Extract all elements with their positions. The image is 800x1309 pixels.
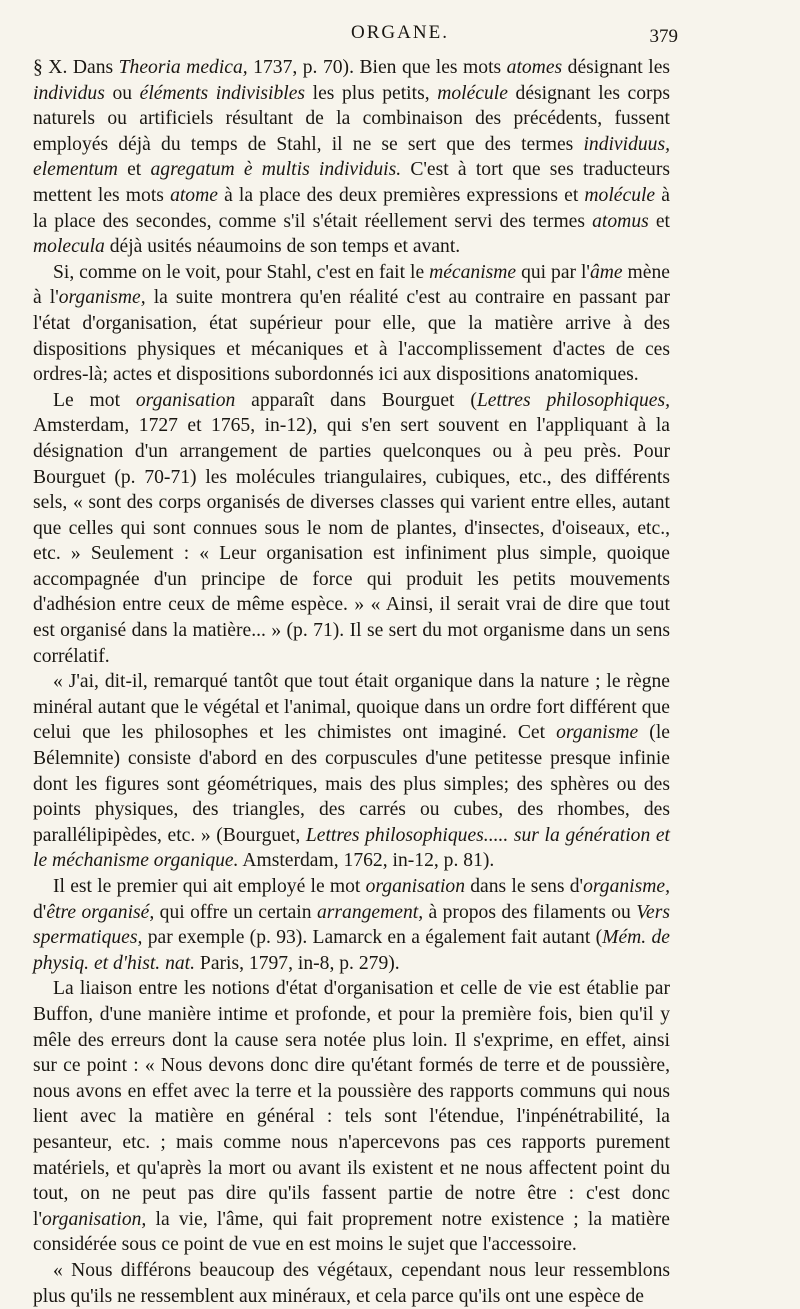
text-run: à propos des filaments ou bbox=[423, 901, 637, 923]
text-run: qui offre un certain bbox=[154, 901, 317, 923]
italic-text: organisme bbox=[556, 722, 639, 744]
text-run: dans le sens d' bbox=[465, 876, 584, 897]
text-run: et bbox=[648, 210, 670, 232]
italic-text: Lettres philosophiques..... sur la génération et le méchanisme organique. bbox=[33, 824, 670, 872]
running-head bbox=[0, 20, 800, 50]
text-run: § X. Dans bbox=[33, 57, 119, 78]
italic-text: organisme, bbox=[583, 876, 670, 897]
text-run: qui par l' bbox=[516, 261, 590, 283]
italic-text: Theoria medica, bbox=[118, 57, 248, 78]
paragraph bbox=[33, 260, 670, 388]
italic-text: molécule bbox=[437, 82, 508, 104]
italic-text: molécule bbox=[584, 184, 656, 206]
italic-text: atomus bbox=[592, 210, 649, 232]
italic-text: être organisé, bbox=[46, 901, 155, 923]
italic-text: âme bbox=[589, 261, 623, 283]
italic-text: organisation bbox=[135, 389, 236, 411]
italic-text: organisation, bbox=[41, 1208, 147, 1230]
paragraph bbox=[33, 388, 670, 670]
text-run: Amsterdam, 1727 et 1765, in-12), qui s'en sert souvent en l'appliquant à la désignation d'un arrangement de parties quelconques ou à peu près. Pour Bourguet (p. 70-71) les molécules triangulaires, cubiques, etc., des différents sels, « sont des corps organisés de diverses classes qui varient entre elles, autant que celles qui sont connues sous le nom de plantes, d'insectes, d'oiseaux, etc., etc. » Seulement : « Leur organisation est infiniment plus simple, quoique accompagnée d'un principe de force qui produit les petits mouvements d'adhésion entre ceux de même espèce. » « Ainsi, il serait vrai de dire que tout est organisé dans la matière... » (p. 71). Il se sert du mot organisme dans un sens corrélatif. bbox=[33, 415, 670, 667]
text-run: et bbox=[117, 159, 151, 181]
text-run: Il est le premier qui ait employé le mot bbox=[53, 876, 366, 897]
italic-text: atome bbox=[170, 184, 218, 206]
text-run: apparaît dans Bourguet ( bbox=[235, 389, 477, 411]
paragraph bbox=[33, 669, 670, 874]
italic-text: atomes bbox=[506, 57, 563, 78]
text-run: « Nous différons beaucoup des végétaux, cependant nous leur ressemblons plus qu'ils ne ressemblent aux minéraux, et cela parce qu'ils ont une espèce de bbox=[33, 1259, 670, 1307]
italic-text: organisme, bbox=[58, 287, 146, 309]
text-run: déjà usités néaumoins de son temps et avant. bbox=[104, 236, 461, 258]
text-run: Paris, 1797, in-8, p. 279). bbox=[195, 952, 400, 974]
italic-text: arrangement, bbox=[316, 901, 424, 923]
italic-text: éléments indivisibles bbox=[139, 82, 306, 104]
text-run: désignant les bbox=[562, 57, 671, 78]
text-run: « J'ai, dit-il, remarqué tantôt que tout était organique dans la nature ; le règne minéral autant que le végétal et l'animal, quoique dans un ordre fort différent que celui que les philosophes et les chimistes ont imaginé. Cet bbox=[33, 671, 670, 744]
italic-text: organisation bbox=[365, 876, 466, 897]
text-run: à la place des deux premières expressions et bbox=[217, 184, 585, 206]
italic-text: individuus, elementum bbox=[33, 133, 670, 181]
text-run: mène à l' bbox=[33, 261, 670, 309]
paragraph bbox=[33, 976, 670, 1258]
italic-text: Mém. de physiq. et d'hist. nat. bbox=[33, 927, 670, 974]
text-run: les plus petits, bbox=[305, 82, 438, 104]
body-text bbox=[33, 55, 670, 1309]
text-run: C'est à tort que ses traducteurs mettent les mots bbox=[33, 159, 671, 206]
text-run: d' bbox=[33, 901, 47, 923]
text-run: la vie, l'âme, qui fait proprement notre existence ; la matière considérée sous ce point de vue en est moins le sujet que l'accessoire. bbox=[33, 1208, 670, 1256]
text-run: la suite montrera qu'en réalité c'est au contraire en passant par l'état d'organisation, état supérieur pour elle, que la matière arrive à des dispositions physiques et mécaniques et à l'accomplissement d'actes de ces ordres-là; actes et dispositions subordonnés ici aux dispositions anatomiques. bbox=[33, 287, 670, 386]
italic-text: molecula bbox=[33, 236, 105, 258]
paragraph bbox=[33, 1258, 670, 1309]
text-run: Amsterdam, 1762, in-12, p. 81). bbox=[238, 850, 495, 872]
text-run: par exemple (p. 93). Lamarck en a également fait autant ( bbox=[142, 927, 603, 949]
italic-text: mécanisme bbox=[429, 261, 517, 283]
page-number: 379 bbox=[649, 26, 678, 47]
paragraph bbox=[33, 55, 670, 260]
italic-text: individus bbox=[33, 82, 105, 104]
text-run: à la place des secondes, comme s'il s'était réellement servi des termes bbox=[33, 184, 670, 232]
text-run: Si, comme on le voit, pour Stahl, c'est en fait le bbox=[53, 261, 430, 283]
text-run: Le mot bbox=[53, 389, 136, 411]
italic-text: Lettres philosophiques, bbox=[476, 389, 670, 411]
italic-text: agregatum è multis individuis. bbox=[150, 159, 402, 181]
text-run: désignant les corps naturels ou artificiels résultant de la combinaison des précédents, fussent employés déjà du temps de Stahl, il ne se sert que des termes bbox=[33, 82, 671, 155]
italic-text: Vers spermatiques, bbox=[33, 901, 670, 949]
text-run: ou bbox=[104, 82, 140, 104]
text-run: (le Bélemnite) consiste d'abord en des corpuscules d'une petitesse presque infinie dont les figures sont géométriques, mais des plus simples; des sphères ou des points physiques, des triangles, des carrés ou cubes, des rhombes, des parallélipipèdes, etc. » (Bourguet, bbox=[33, 722, 670, 846]
text-run: 1737, p. 70). Bien que les mots bbox=[247, 57, 507, 78]
running-title: ORGANE. bbox=[351, 22, 449, 43]
paragraph bbox=[33, 874, 670, 976]
text-run: La liaison entre les notions d'état d'organisation et celle de vie est établie par Buffon, d'une manière intime et profonde, et pour la première fois, bien qu'il y mêle des erreurs dont la cause sera notée plus loin. Il s'exprime, en effet, ainsi sur ce point : « Nous devons donc dire qu'étant formés de terre et de poussière, nous avons en effet avec la terre et la poussière des rapports communs qui nous lient avec la matière en général : tels sont l'étendue, l'inpénétrabilité, la pesanteur, etc. ; mais comme nous n'apercevons pas ces rapports purement matériels, et qu'après la mort ou avant ils existent et ne nous affectent point du tout, on ne peut pas dire qu'ils fassent partie de notre être : c'est donc l' bbox=[33, 978, 670, 1230]
